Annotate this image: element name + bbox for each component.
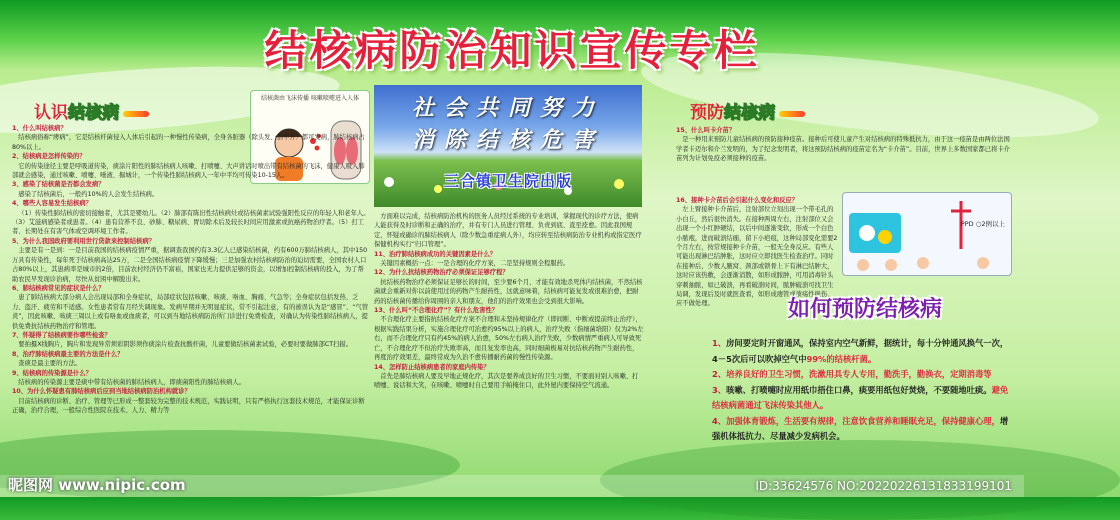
paragraph: 左上臂接种卡介苗后，注射部位立刻出现一个带毛孔的小白丘，然后很快消失。在接种两周左右，注射部位又会出现一个小红肿硬结，以后中间逐渐变软，形成一个白色小脓疱，进而破溃结痂，留下小疤痕，这种局部变化需要2个月左右，按常规接种卡介苗，一般无全身反应。有些人可能出现淋巴结肿胀，这时应立即找医生检查治疗。同时在接种后，少数人腋窝、颈部或锁骨上下有淋巴结肿大，这时应该热敷，会逐渐消散，如形成脓肿，可用消毒针头穿刺抽脓，如已破溃，再看破溃时间，脓肿破溃可找卫生局调，发现后及时就医查看，如形成瘘管或溃疡性损伤，应不做处理。 (676, 206, 838, 308)
prevention-item-text: 咳嗽、打喷嚏时应用纸巾捂住口鼻，痰要用纸包好焚烧，不要随地吐痰。 (726, 384, 992, 395)
publisher-label: 三合镇卫生院出版 (443, 172, 572, 190)
prevention-item-red: 避免结核病菌通过飞沫传染其他人。 (712, 384, 1009, 410)
prevention-item (712, 383, 1012, 414)
vaccination-illustration (842, 192, 1012, 276)
prevention-item-red: 加强体育锻炼，生活要有规律，注意饮食营养和睡眠充足，保持健康心理， (726, 415, 1000, 426)
paragraph: 不合理化疗主要指抗结核化疗方案不合理和未坚持规律化疗（即间断、中断或提前终止治疗），根据实践结果分析，实施合理化疗可治愈约95%以上的病人，治疗失败（指细菌培阳）仅为2%左右，而不合理化疗只有约45%的病人治愈，50%左右病人治疗失败，少数病情严重病人可导致死亡，不合理化疗不但治疗失败率高，而且复发率也高，同时细菌极易对抗结核药物产生耐药性，再度治疗效果差，最终常成为久治不愈传播耐药菌的慢性传染源。 (374, 316, 644, 362)
paragraph: 结核病俗称“痨病”，它是结核杆菌侵入人体后引起的一种慢性传染病，全身各脏器（除头发、指甲外）都可发病，肺结核病占80%以上。 (12, 134, 365, 151)
prevention-item-red: 培养良好的卫生习惯，洗漱用具专人专用，勤洗手，勤换衣，定期消毒等 (726, 369, 992, 379)
paragraph: 方面难以完成，结核病防治机构的医务人员经过系统的专业培训，掌握现代的诊疗方法，使病人能获得及时诊断和正确的治疗，并有专门人员进行管理、负责到底、直至痊愈。因此我国规定，怀疑或确诊的肺结核病人（除少数急重症病人外），均应转至结核病防治专业机构或指定医疗保健机构实行“归口管理”。 (374, 213, 642, 249)
left-section-header (34, 98, 149, 123)
question-heading: 2、结核病是怎样传染的？ (12, 153, 86, 161)
question-heading: 3、感染了结核菌是否都会发病？ (12, 181, 105, 189)
question-heading: 5、为什么我国政府要利用世行贷款来控制结核病？ (12, 237, 155, 245)
paragraph: 关键因素概括一点：一是合理的化疗方案，二是坚持规则全程服药。 (380, 260, 570, 268)
page-title: 结核病防治知识宣传专栏 (264, 26, 760, 75)
paragraph: 它的传染途径主要是呼吸道传染，痰涂片阳性的肺结核病人咳嗽、打喷嚏、大声讲话时喷出带有结核菌的飞沫，健康人吸入肺部就会感染，通过咳嗽、喷嚏、唾液、掘城计，一个传染性肺结核病人一年中平均可传染10-15人。 (12, 162, 365, 180)
prevention-item-red: 99%的结核杆菌。 (806, 353, 877, 364)
paragraph: 抗结核药物治疗必须保证足够长的时间，至少要6个月，才能有效地杀死体内结核菌，不然结核菌就会重新对你以前使用过的药物产生耐药性，这就意味着，结核病可能复发或很难治愈，把耐药的结核菌传播给你周围的亲人和朋友，他们的治疗效果也会受到很大影响。 (374, 278, 643, 305)
lamp-caption: PPD ○2例以上 (960, 220, 1005, 228)
question-heading: 14、怎样防止结核病患者的家庭内传染？ (374, 363, 490, 371)
paragraph: （1）传染性肺结核的密切接触者，尤其是婴幼儿。（2）肺部有陈旧性结核病灶或结核菌素试验强阳性反应的年轻人和老年人。（3）艾滋病感染者或患者。（4）患有营养不良、砂肺、糖尿病、胃切除术后及较长时间应用激素或抗癌药物治疗者。（5）打工者、长期处在有害气体或空调环境工作者。 (12, 209, 370, 236)
paragraph: 首先是肺结核病人要及早地正规化疗，其次是要养成良好的卫生习惯，不要面对别人咳嗽、打喷嚏、说话和大笑，在咳嗽、喷嚏时自己要用手帕掩住口，此外屋内要保持空气流通。 (374, 372, 639, 390)
middle-text-column (374, 212, 644, 474)
prevention-item-num: 1、 (712, 338, 727, 348)
left-text-column (12, 124, 370, 472)
header-dash-icon (123, 111, 149, 117)
question-heading: 8、治疗肺结核病最主要的方法是什么？ (12, 350, 124, 358)
right-text-column-lower (676, 196, 838, 308)
cough-caption: 结核菌由飞沫传播 咳嗽喷嚏进入人体 (261, 95, 359, 102)
slogan-banner (374, 85, 642, 207)
left-header-part1: 认识 (34, 103, 68, 123)
question-heading: 15、什么叫卡介苗？ (676, 127, 736, 134)
prevention-item-num: 4、 (712, 415, 727, 426)
prevention-item (712, 336, 1012, 367)
watermark-site: 昵图网 www.nipic.com (8, 476, 186, 494)
watermark-id: ID:33624576 NO:20220226131833199101 (755, 479, 1012, 493)
header-dash-icon (779, 111, 805, 117)
left-header-part2: 结核病 (68, 103, 119, 123)
prevention-item-tail: 增强机体抵抗力、尽量减少发病机会。 (712, 415, 1009, 441)
right-section-header (690, 98, 805, 123)
right-header-part1: 预防 (690, 103, 724, 123)
question-heading: 13、什么叫“不合理化疗”？有什么危害性？ (374, 307, 499, 315)
prevention-item-num: 3、 (712, 384, 727, 395)
prevention-item-num: 2、 (712, 369, 727, 379)
slogan-line-2: 消除结核危害 (411, 127, 604, 153)
paragraph: 要拍摄X线胸片，胸片和发现异常须彩阴影须作痰涂片检查抗酸杆菌，儿童要做结核菌素试验，必要时要做肺部CT扫描。 (18, 341, 352, 349)
prevention-item (712, 414, 1012, 445)
question-heading: 1、什么叫结核病？ (12, 125, 67, 132)
paragraph: 患了肺结核病大部分病人会出现局部和全身症状，局部症状包括咳嗽、咳痰、咯血、胸痛、气急等；全身症状包括发热、乏力、盗汗、疲劳和不适感。女性患者常有月经失调现象。发病早期并无明显症状，常不引起注意，有的被误认为是“感冒”、“气管炎”，因此咳嗽、咳痰三周以上或有咯血或血痰者，可以到当地结核病防治所门诊进行免费检查，对确认为传染性肺结核病人，提供免费抗结核药物治疗和管理。 (12, 294, 369, 330)
question-heading: 16、接种卡介苗后会引起什么变化和反应？ (676, 197, 799, 204)
question-heading: 11、治疗肺结核病成功的关键因素是什么？ (374, 250, 497, 258)
prevention-item (712, 367, 1012, 383)
prevention-list (712, 336, 1012, 445)
watermark-bar (0, 475, 1024, 497)
question-heading: 7、怀疑得了结核病要作哪些检查？ (12, 331, 111, 339)
question-heading: 6、肺结核病常见的症状是什么？ (12, 284, 105, 292)
prevention-item-text: 房间要定时开窗通风，保持室内空气新鲜，据统计，每十分钟通风换气一次，4－5次后可以吹掉空气中 (712, 338, 1009, 364)
question-heading: 4、哪些人容易发生结核病？ (12, 200, 92, 208)
prevention-title: 如何预防结核病 (787, 297, 942, 322)
vaccine-children-icon (843, 193, 1011, 275)
right-header-part2: 结核病 (724, 103, 775, 123)
question-heading: 12、为什么抗结核药物治疗必须保证足够疗程？ (374, 269, 509, 277)
slogan-line-1: 社会共同努力 (411, 95, 604, 121)
paragraph: 结核病的传染源主要是痰中带有结核菌的肺结核病人，即痰菌阳性的肺结核病人。 (18, 378, 245, 386)
question-heading: 10、为什么怀疑患有肺结核病后应到当地结核病防治机构就诊？ (12, 388, 191, 396)
paragraph: 目前结核病的诊断、治疗、管理等已形成一整套较为完整的技术规范，实践证明，只有严格执行这套技术规范，才能保证诊断正确，治疗合理，一般综合性医院在技术、人力、精力等 (12, 397, 365, 415)
question-heading: 9、结核病的传染源是什么？ (12, 369, 92, 377)
paragraph: 查痰是最主要的方法。 (18, 360, 82, 368)
paragraph: 感染了结核菌后，一般约10%的人会发生结核病。 (18, 190, 159, 198)
paragraph: 主要是有一是到：一是目前我国的结核病疫情严重，据调查我国约有3.3亿人已感染结核菌，约有600万肺结核病人，其中150万具有传染性，每年死于结核病高达25万，二是全国结核病疫情下降缓慢；三是加强农村结核病防治的迫切需要，全国农村人口占80%以上，其患病率是城市的2倍，目前农村经济仍不富裕，国家也无力提供足够的资金，以增加控制结核病的投入，为了帮助农民早发现诊治病，尽快从贫困中解脱出来。 (12, 247, 368, 283)
paragraph: 是一种用来预防儿童结核病的预防接种疫苗。接种后可使儿童产生对结核病的特殊抵抗力，由于这一疫苗是由两位法国学者卡迈尔和介兰发明的，为了纪念发明者，将这预防结核病的疫苗定名为“卡介苗”。目前，世界上多数国家都已将卡介苗列为计划免疫必须接种的疫苗。 (676, 136, 1010, 163)
